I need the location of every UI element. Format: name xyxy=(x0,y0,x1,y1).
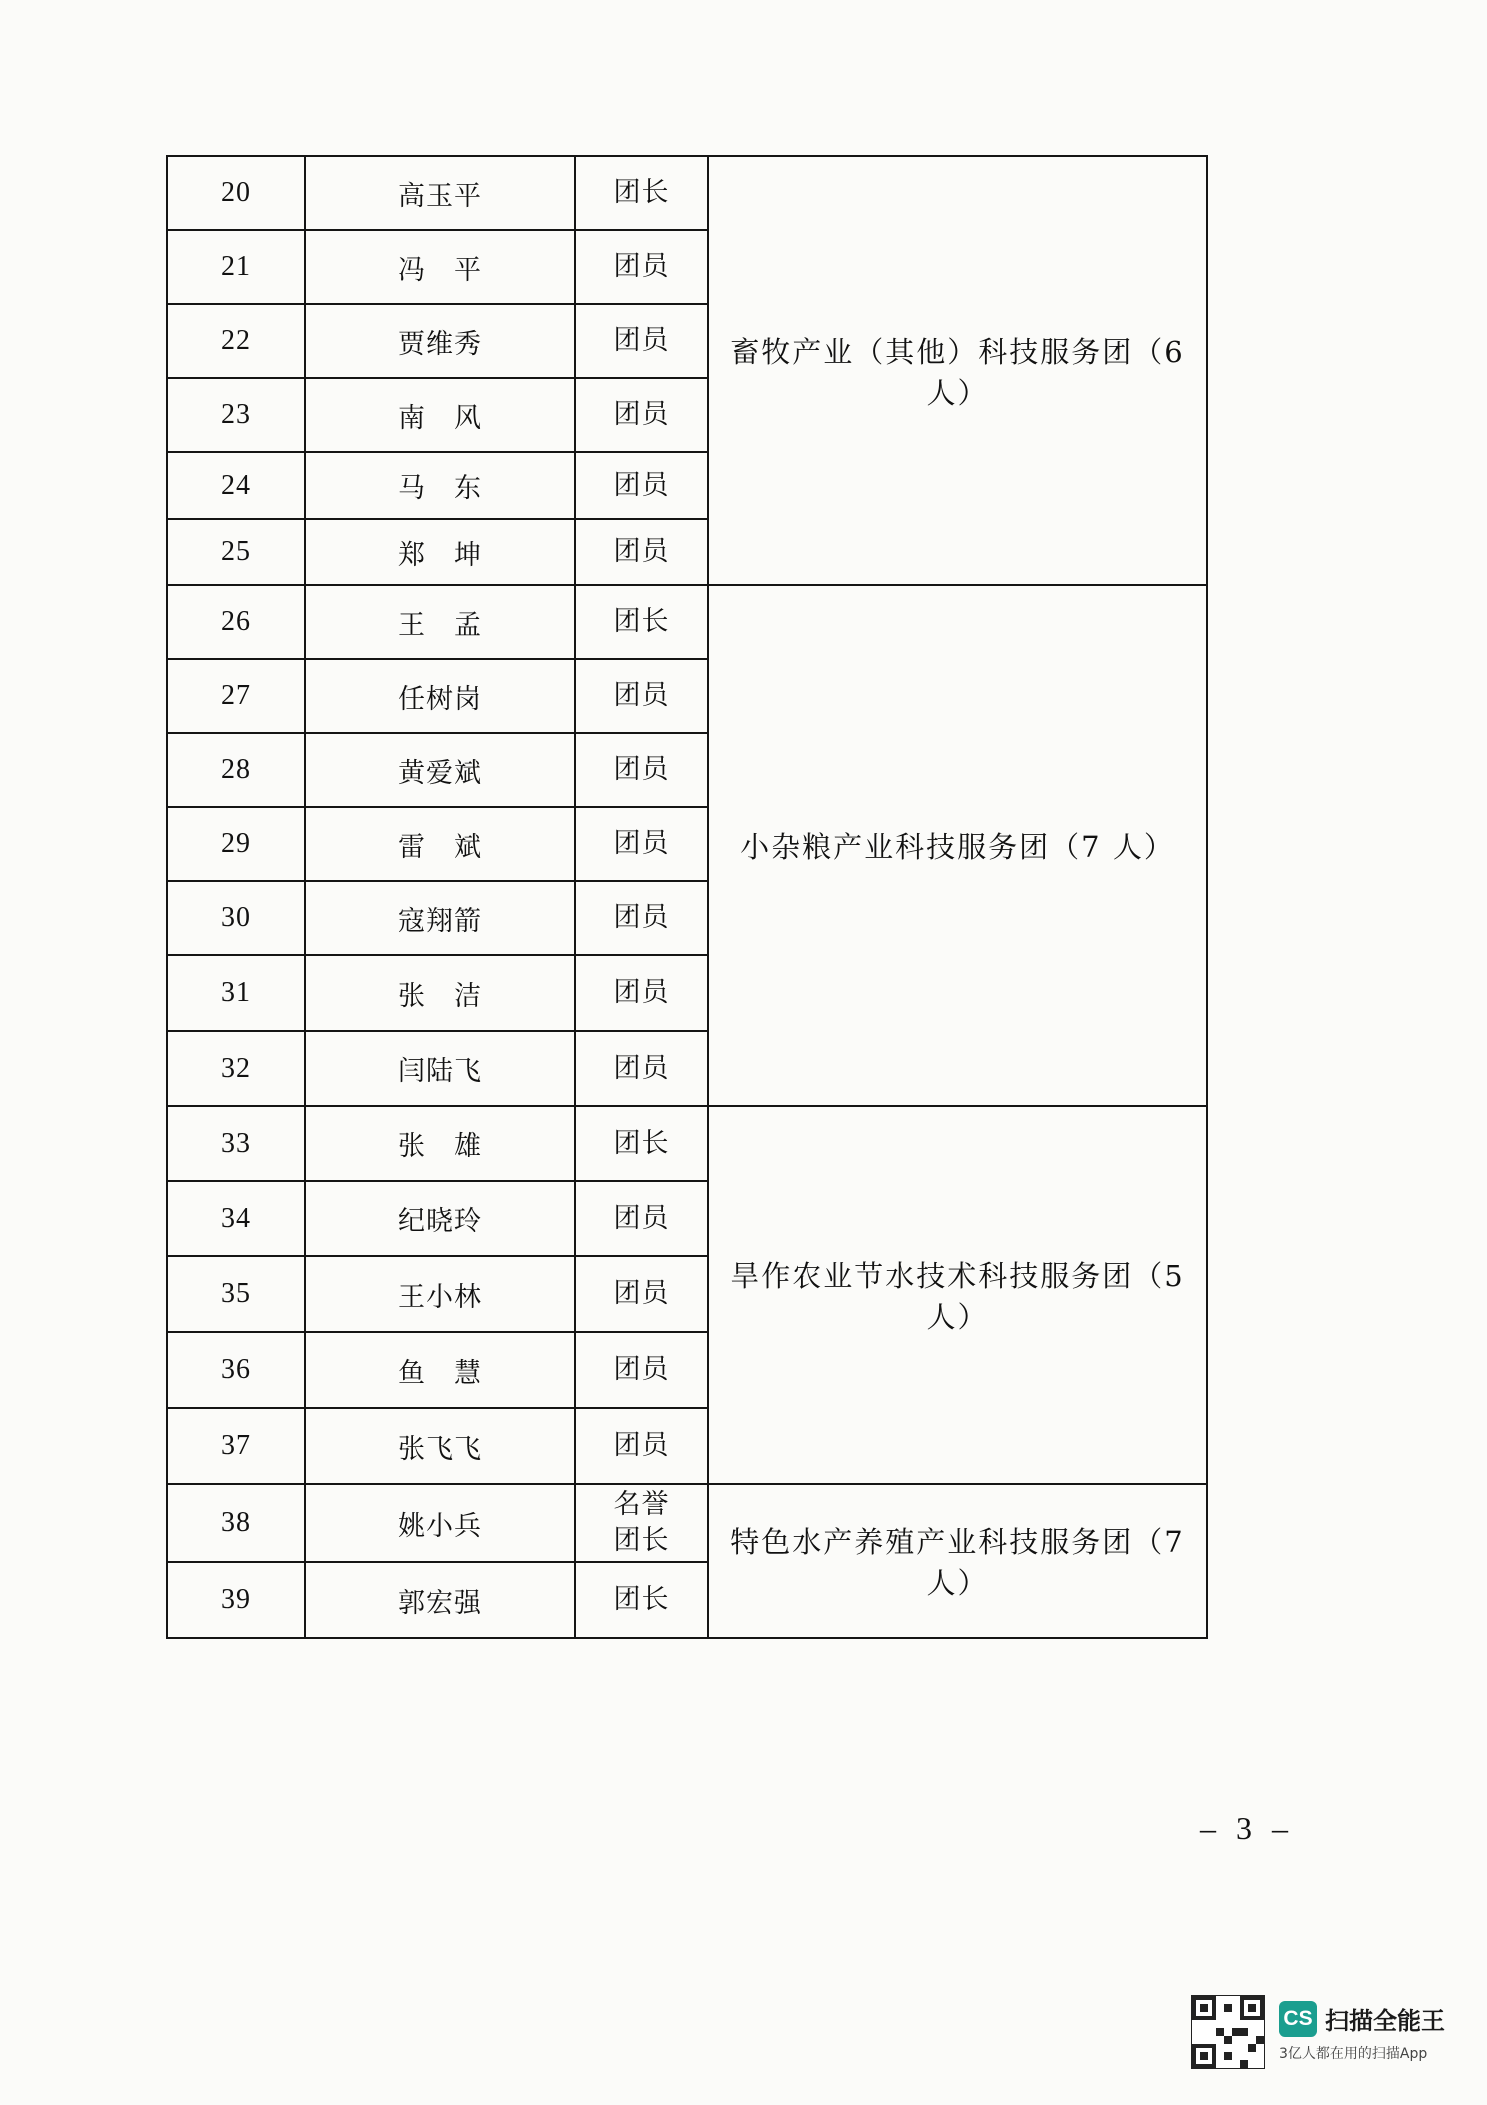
member-name: 纪晓玲 xyxy=(305,1181,575,1256)
scanner-watermark xyxy=(1191,1995,1451,2077)
member-name: 鱼 慧 xyxy=(305,1332,575,1408)
service-group-name: 旱作农业节水技术科技服务团（5 人） xyxy=(708,1106,1207,1484)
member-role: 团员 xyxy=(575,1256,708,1332)
member-number: 23 xyxy=(167,378,305,452)
member-name: 马 东 xyxy=(305,452,575,519)
member-name: 王小林 xyxy=(305,1256,575,1332)
member-number: 36 xyxy=(167,1332,305,1408)
member-number: 27 xyxy=(167,659,305,733)
table-row xyxy=(167,1106,1207,1181)
member-number: 29 xyxy=(167,807,305,881)
member-role: 名誉 团长 xyxy=(575,1484,708,1562)
member-name: 张 洁 xyxy=(305,955,575,1031)
service-group-name: 特色水产养殖产业科技服务团（7 人） xyxy=(708,1484,1207,1638)
member-name: 郭宏强 xyxy=(305,1562,575,1638)
member-name: 张 雄 xyxy=(305,1106,575,1181)
member-role: 团员 xyxy=(575,955,708,1031)
member-role: 团员 xyxy=(575,733,708,807)
table-row xyxy=(167,156,1207,230)
member-name: 冯 平 xyxy=(305,230,575,304)
page-number: – 3 – xyxy=(1200,1810,1294,1846)
member-role: 团员 xyxy=(575,1181,708,1256)
scanner-app-name: 扫描全能王 xyxy=(1325,2007,1445,2035)
member-number: 24 xyxy=(167,452,305,519)
member-role: 团员 xyxy=(575,881,708,955)
member-name: 雷 斌 xyxy=(305,807,575,881)
member-number: 38 xyxy=(167,1484,305,1562)
expert-roster-table xyxy=(166,155,1208,1639)
member-role: 团长 xyxy=(575,1106,708,1181)
member-number: 34 xyxy=(167,1181,305,1256)
scanner-tagline: 3亿人都在用的扫描App xyxy=(1279,2046,1428,2062)
member-number: 32 xyxy=(167,1031,305,1106)
member-number: 37 xyxy=(167,1408,305,1484)
member-number: 26 xyxy=(167,585,305,659)
member-name: 姚小兵 xyxy=(305,1484,575,1562)
qr-code-icon xyxy=(1191,1995,1265,2069)
member-role: 团员 xyxy=(575,1031,708,1106)
member-number: 39 xyxy=(167,1562,305,1638)
member-name: 高玉平 xyxy=(305,156,575,230)
member-role: 团员 xyxy=(575,1408,708,1484)
table-row xyxy=(167,1484,1207,1562)
member-name: 张飞飞 xyxy=(305,1408,575,1484)
member-name: 郑 坤 xyxy=(305,519,575,585)
member-role: 团员 xyxy=(575,378,708,452)
member-role: 团长 xyxy=(575,1562,708,1638)
member-name: 寇翔箭 xyxy=(305,881,575,955)
service-group-name: 畜牧产业（其他）科技服务团（6 人） xyxy=(708,156,1207,585)
scanner-logo-icon: CS xyxy=(1279,2001,1317,2037)
member-role: 团员 xyxy=(575,807,708,881)
member-role: 团长 xyxy=(575,585,708,659)
member-role: 团员 xyxy=(575,230,708,304)
member-number: 28 xyxy=(167,733,305,807)
member-name: 王 孟 xyxy=(305,585,575,659)
member-name: 任树岗 xyxy=(305,659,575,733)
member-role: 团长 xyxy=(575,156,708,230)
member-number: 31 xyxy=(167,955,305,1031)
member-role: 团员 xyxy=(575,452,708,519)
service-group-name: 小杂粮产业科技服务团（7 人） xyxy=(708,585,1207,1106)
member-name: 南 风 xyxy=(305,378,575,452)
member-number: 21 xyxy=(167,230,305,304)
table-row xyxy=(167,585,1207,659)
member-role: 团员 xyxy=(575,659,708,733)
member-name: 黄爱斌 xyxy=(305,733,575,807)
member-name: 闫陆飞 xyxy=(305,1031,575,1106)
member-number: 20 xyxy=(167,156,305,230)
member-role: 团员 xyxy=(575,519,708,585)
member-number: 22 xyxy=(167,304,305,378)
member-number: 25 xyxy=(167,519,305,585)
member-number: 33 xyxy=(167,1106,305,1181)
member-number: 30 xyxy=(167,881,305,955)
member-name: 贾维秀 xyxy=(305,304,575,378)
roster-body xyxy=(167,156,1207,1638)
member-role: 团员 xyxy=(575,1332,708,1408)
member-number: 35 xyxy=(167,1256,305,1332)
member-role: 团员 xyxy=(575,304,708,378)
